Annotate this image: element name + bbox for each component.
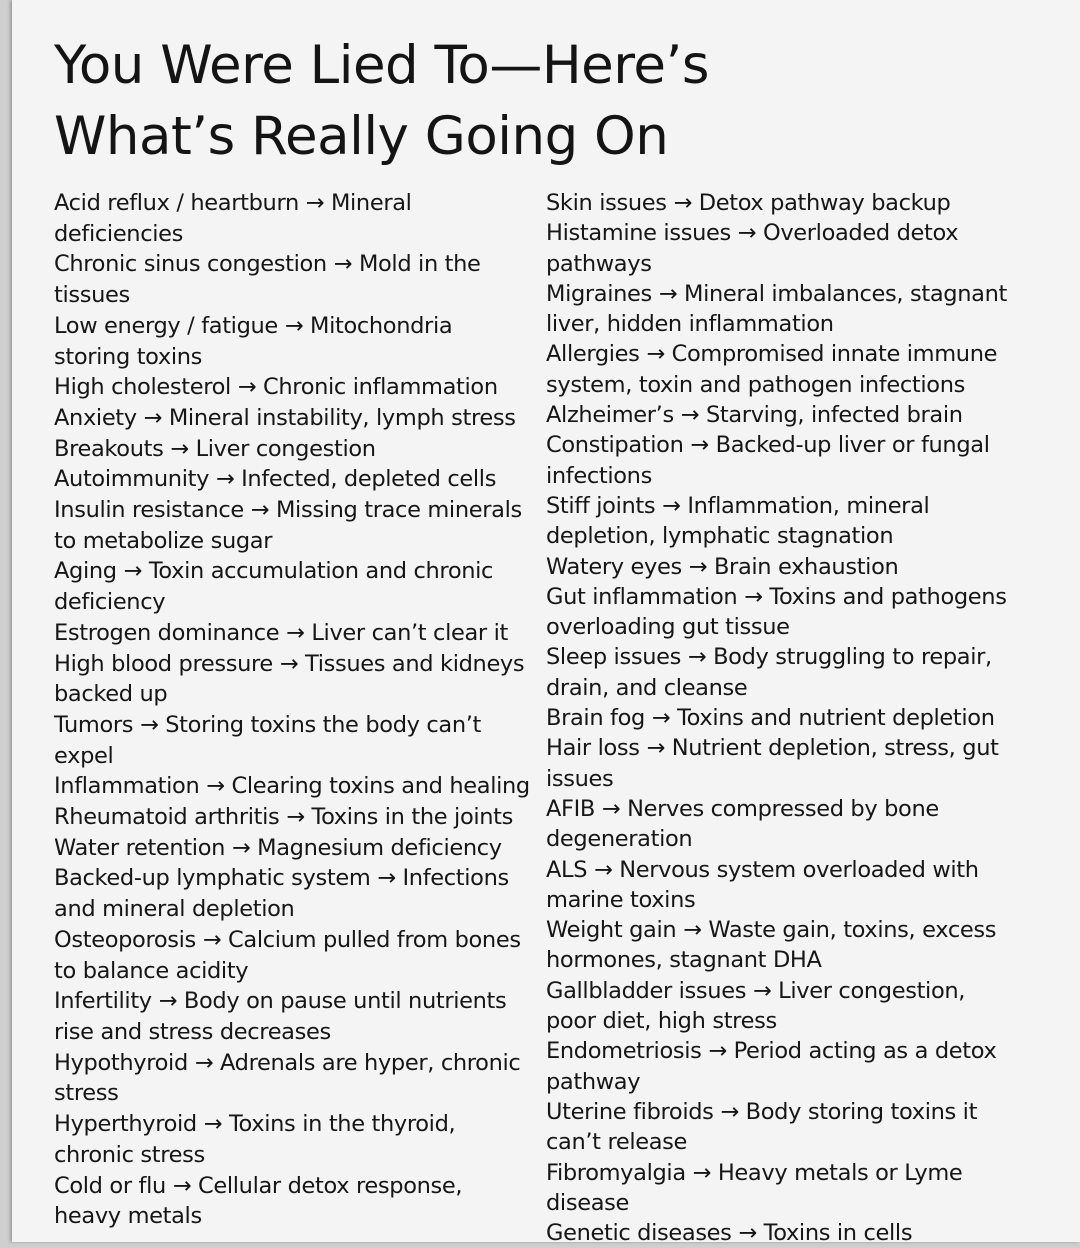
list-item: Inflammation → Clearing toxins and healing [54,773,530,800]
list-item: Hypothyroid → Adrenals are hyper, chronic stress [54,1049,521,1107]
list-item: Brain fog → Toxins and nutrient depletion [546,705,995,732]
document-page [12,0,1080,1247]
right-column-list [546,188,1016,1248]
list-item: ALS → Nervous system overloaded with marine toxins [546,856,979,913]
list-item: Watery eyes → Brain exhaustion [546,553,899,580]
page-title [54,30,709,172]
title-line-1: You Were Lied To—Here’s [54,35,709,96]
list-item: Endometriosis → Period acting as a detox pathway [546,1038,997,1095]
list-item: Autoimmunity → Infected, depleted cells [54,466,497,493]
list-item: Rheumatoid arthritis → Toxins in the joints [54,804,514,831]
list-item: Hyperthyroid → Toxins in the thyroid, chronic stress [54,1111,456,1168]
list-item: Migraines → Mineral imbalances, stagnant liver, hidden inflammation [546,280,1007,338]
list-item: Histamine issues → Overloaded detox pathways [546,220,959,277]
list-item: Osteoporosis → Calcium pulled from bones to balance acidity [54,926,521,984]
list-item: Skin issues → Detox pathway backup [546,190,951,216]
list-item: Weight gain → Waste gain, toxins, excess hormones, stagnant DHA [546,917,997,974]
list-item: Gallbladder issues → Liver congestion, poor diet, high stress [546,977,966,1035]
list-item: Fibromyalgia → Heavy metals or Lyme disease [546,1159,963,1216]
title-line-2: What’s Really Going On [54,106,669,167]
list-item: Estrogen dominance → Liver can’t clear it [54,619,508,646]
list-item: Breakouts → Liver congestion [54,435,376,462]
list-item: Water retention → Magnesium deficiency [54,834,502,861]
list-item: AFIB → Nerves compressed by bone degeneration [546,795,939,853]
left-column-list [54,188,532,1232]
list-item: Tumors → Storing toxins the body can’t expel [54,711,482,769]
list-item: Anxiety → Mineral instability, lymph stress [54,404,516,431]
list-item: Gut inflammation → Toxins and pathogens overloading gut tissue [546,583,1007,641]
list-item: Backed-up lymphatic system → Infections and mineral depletion [54,865,509,923]
list-item: Insulin resistance → Missing trace minerals to metabolize sugar [54,497,522,554]
list-item: Sleep issues → Body struggling to repair, drain, and cleanse [546,644,992,701]
list-item: Hair loss → Nutrient depletion, stress, gut issues [546,735,999,792]
list-item: Genetic diseases → Toxins in cells [546,1220,913,1247]
list-item: Constipation → Backed-up liver or fungal infections [546,432,990,489]
list-item: Stiff joints → Inflammation, mineral depletion, lymphatic stagnation [546,492,930,550]
list-item: Allergies → Compromised innate immune system, toxin and pathogen infections [546,341,998,398]
list-item: High cholesterol → Chronic inflammation [54,374,498,401]
list-item: Low energy / fatigue → Mitochondria storing toxins [54,312,453,370]
list-item: Alzheimer’s → Starving, infected brain [546,402,963,429]
list-item: High blood pressure → Tissues and kidneys backed up [54,650,525,708]
list-item: Uterine fibroids → Body storing toxins it can’t release [546,1098,978,1156]
list-item: Cold or flu → Cellular detox response, heavy metals [54,1172,463,1230]
list-item: Infertility → Body on pause until nutrients rise and stress decreases [54,988,507,1045]
list-item: Chronic sinus congestion → Mold in the tissues [54,251,481,309]
list-item: Acid reflux / heartburn → Mineral deficiencies [54,190,412,247]
list-item: Aging → Toxin accumulation and chronic deficiency [54,558,494,616]
